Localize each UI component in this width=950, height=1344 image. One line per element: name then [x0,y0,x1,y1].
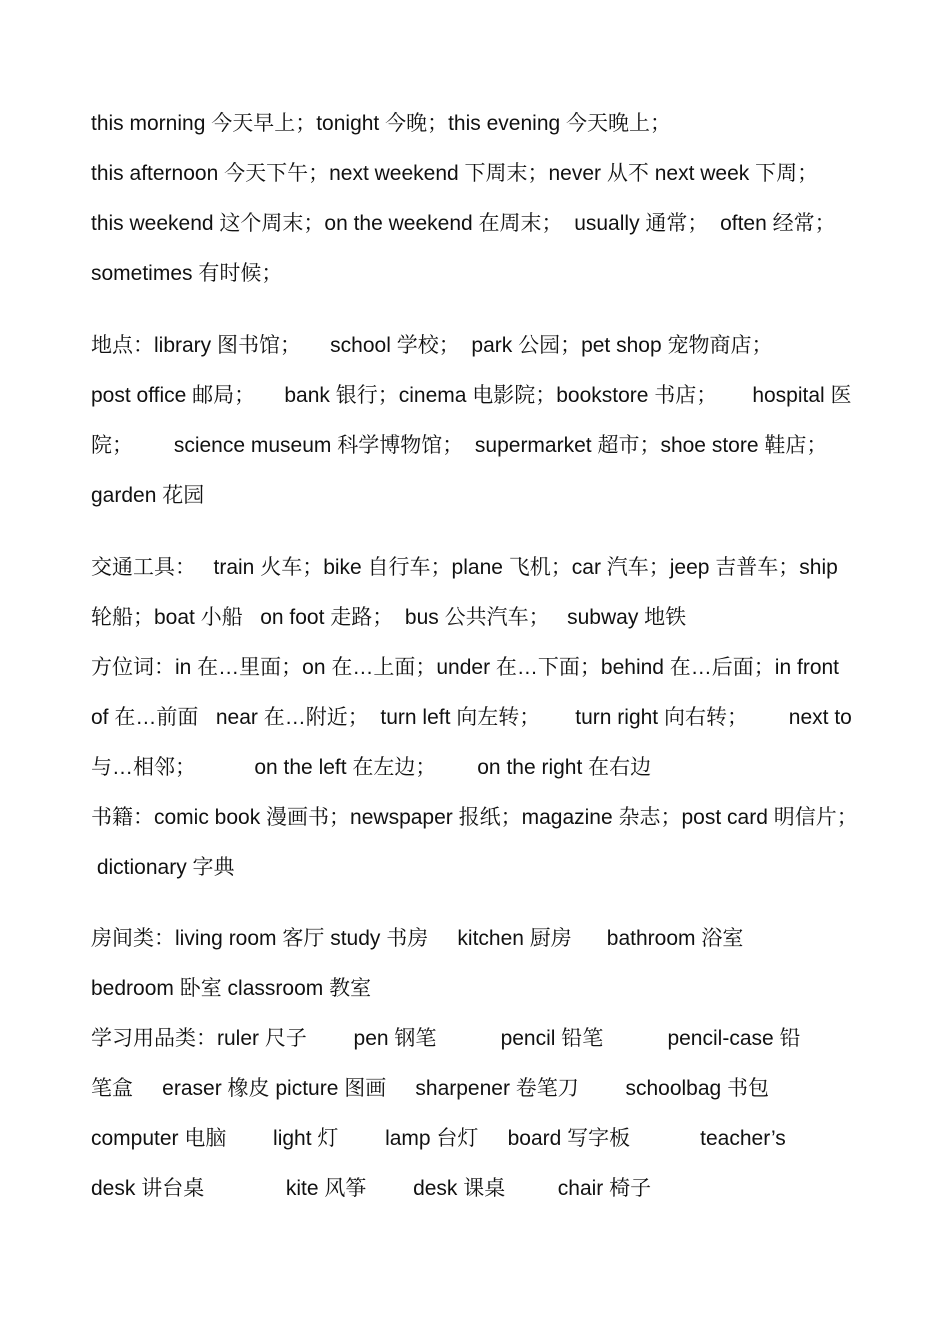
text-line: bedroom 卧室 classroom 教室 [91,977,372,1000]
text-line: computer 电脑 light 灯 lamp 台灯 board 写字板 teacher’s [91,1127,786,1150]
text-line: 交通工具： train 火车；bike 自行车；plane 飞机；car 汽车；jeep 吉普车；ship [91,556,838,579]
text-line: 轮船；boat 小船 on foot 走路； bus 公共汽车； subway 地铁 [91,606,687,629]
text-line: 方位词：in 在…里面；on 在…上面；under 在…下面；behind 在…后面；in front [91,656,840,679]
text-line: 笔盒 eraser 橡皮 picture 图画 sharpener 卷笔刀 schoolbag 书包 [91,1077,770,1100]
text-line: 学习用品类：ruler 尺子 pen 钢笔 pencil 铅笔 pencil-case 铅 [91,1027,801,1050]
text-line: this weekend 这个周末；on the weekend 在周末； usually 通常； often 经常； [91,212,836,235]
text-line: 房间类：living room 客厅 study 书房 kitchen 厨房 bathroom 浴室 [91,927,744,950]
text-line: sometimes 有时候； [91,262,283,285]
text-line: 地点：library 图书馆； school 学校； park 公园；pet shop 宠物商店； [91,334,773,357]
text-line: 与…相邻； on the left 在左边； on the right 在右边 [91,756,652,779]
text-line: garden 花园 [91,484,205,507]
text-line: 书籍：comic book 漫画书；newspaper 报纸；magazine 杂志；post card 明信片； [91,806,858,829]
text-line: desk 讲台桌 kite 风筝 desk 课桌 chair 椅子 [91,1177,652,1200]
text-line: 院； science museum 科学博物馆； supermarket 超市；shoe store 鞋店； [91,434,828,457]
text-line: of 在…前面 near 在…附近； turn left 向左转； turn right 向右转； next to [91,706,852,729]
text-line: this afternoon 今天下午；next weekend 下周末；never 从不 next week 下周； [91,162,819,185]
text-line: this morning 今天早上；tonight 今晚；this evening 今天晚上； [91,112,672,135]
text-line: dictionary 字典 [91,856,235,879]
text-line: post office 邮局； bank 银行；cinema 电影院；bookstore 书店； hospital 医 [91,384,852,407]
